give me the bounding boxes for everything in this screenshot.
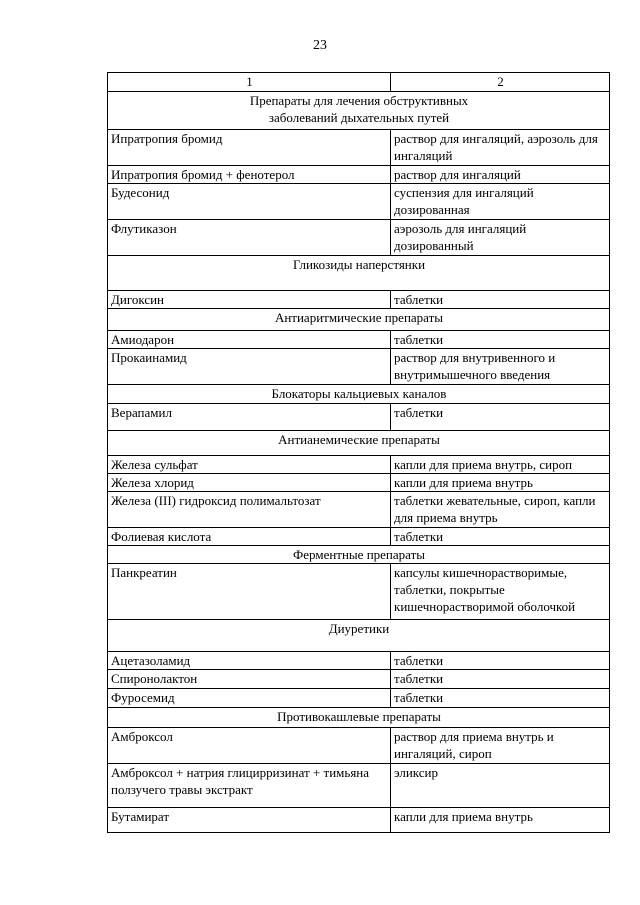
drug-row <box>108 764 610 808</box>
dosage-form-cell: таблетки <box>391 331 610 349</box>
section-heading: Антиаритмические препараты <box>108 309 610 331</box>
header-row <box>108 73 610 92</box>
drug-row <box>108 184 610 220</box>
drug-name-cell: Верапамил <box>108 404 391 431</box>
drug-name-cell: Железа сульфат <box>108 456 391 474</box>
section-row <box>108 92 610 130</box>
drug-name-cell: Амброксол + натрия глицирризинат + тимьяна ползучего травы экстракт <box>108 764 391 808</box>
section-heading: Диуретики <box>108 620 610 652</box>
drug-name-cell: Бутамират <box>108 808 391 833</box>
section-row <box>108 546 610 564</box>
drug-name-cell: Ипратропия бромид + фенотерол <box>108 166 391 184</box>
drug-row <box>108 564 610 620</box>
dosage-form-cell: капли для приема внутрь <box>391 474 610 492</box>
drug-name-cell: Прокаинамид <box>108 349 391 385</box>
drug-name-cell: Амброксол <box>108 728 391 764</box>
drug-name-cell: Амиодарон <box>108 331 391 349</box>
drug-row <box>108 670 610 689</box>
drug-name-cell: Ипратропия бромид <box>108 130 391 166</box>
section-row <box>108 708 610 728</box>
section-heading: Гликозиды наперстянки <box>108 256 610 291</box>
drug-row <box>108 492 610 528</box>
dosage-form-cell: капсулы кишечнорастворимые, таблетки, покрытые кишечнорастворимой оболочкой <box>391 564 610 620</box>
section-heading: Антианемические препараты <box>108 431 610 456</box>
drug-row <box>108 220 610 256</box>
drug-row <box>108 808 610 833</box>
dosage-form-cell: аэрозоль для ингаляций дозированный <box>391 220 610 256</box>
drug-name-cell: Будесонид <box>108 184 391 220</box>
dosage-form-cell: раствор для ингаляций <box>391 166 610 184</box>
drug-name-cell: Спиронолактон <box>108 670 391 689</box>
drug-row <box>108 474 610 492</box>
dosage-form-cell: таблетки <box>391 404 610 431</box>
dosage-form-cell: таблетки <box>391 291 610 309</box>
drug-row <box>108 456 610 474</box>
drug-name-cell: Фуросемид <box>108 689 391 708</box>
dosage-form-cell: таблетки <box>391 689 610 708</box>
section-row <box>108 385 610 404</box>
section-row <box>108 620 610 652</box>
drug-row <box>108 689 610 708</box>
dosage-form-cell: суспензия для ингаляций дозированная <box>391 184 610 220</box>
drug-name-cell: Дигоксин <box>108 291 391 309</box>
drug-name-cell: Ацетазоламид <box>108 652 391 670</box>
drug-name-cell: Железа хлорид <box>108 474 391 492</box>
section-heading: Ферментные препараты <box>108 546 610 564</box>
dosage-form-cell: капли для приема внутрь, сироп <box>391 456 610 474</box>
drug-row <box>108 331 610 349</box>
section-heading: Блокаторы кальциевых каналов <box>108 385 610 404</box>
dosage-form-cell: эликсир <box>391 764 610 808</box>
drug-name-cell: Панкреатин <box>108 564 391 620</box>
drug-name-cell: Фолиевая кислота <box>108 528 391 546</box>
drug-row <box>108 130 610 166</box>
page-number: 23 <box>313 38 327 53</box>
dosage-form-cell: таблетки <box>391 652 610 670</box>
section-row <box>108 256 610 291</box>
dosage-form-cell: капли для приема внутрь <box>391 808 610 833</box>
drug-row <box>108 528 610 546</box>
header-col-2: 2 <box>391 73 610 92</box>
drug-row <box>108 166 610 184</box>
section-row <box>108 431 610 456</box>
drug-name-cell: Флутиказон <box>108 220 391 256</box>
dosage-form-cell: таблетки <box>391 670 610 689</box>
drug-row <box>108 404 610 431</box>
dosage-form-cell: раствор для приема внутрь и ингаляций, сироп <box>391 728 610 764</box>
drug-row <box>108 349 610 385</box>
drug-table-body <box>108 73 610 833</box>
drug-row <box>108 291 610 309</box>
section-row <box>108 309 610 331</box>
dosage-form-cell: таблетки <box>391 528 610 546</box>
section-heading: Противокашлевые препараты <box>108 708 610 728</box>
section-heading: Препараты для лечения обструктивных заболеваний дыхательных путей <box>108 92 610 130</box>
dosage-form-cell: раствор для ингаляций, аэрозоль для ингаляций <box>391 130 610 166</box>
dosage-form-cell: таблетки жевательные, сироп, капли для приема внутрь <box>391 492 610 528</box>
dosage-form-cell: раствор для внутривенного и внутримышечного введения <box>391 349 610 385</box>
header-col-1: 1 <box>108 73 391 92</box>
drug-name-cell: Железа (III) гидроксид полимальтозат <box>108 492 391 528</box>
drug-table <box>107 72 610 833</box>
drug-row <box>108 652 610 670</box>
drug-row <box>108 728 610 764</box>
